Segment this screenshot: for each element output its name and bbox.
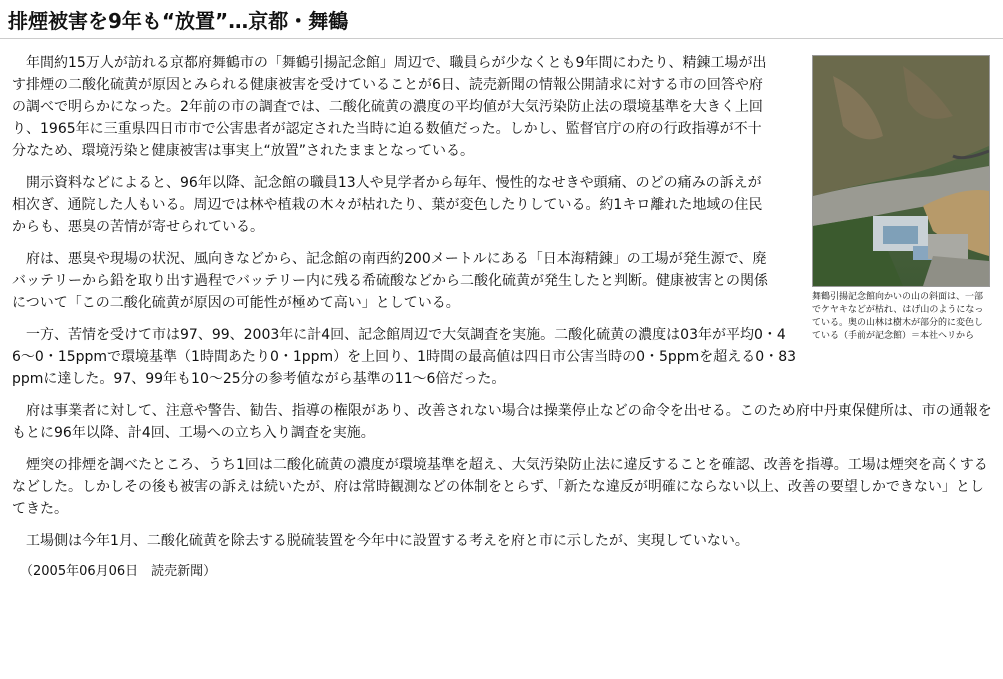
article-paragraph: 工場側は今年1月、二酸化硫黄を除去する脱硫装置を今年中に設置する考えを府と市に示したが、実現していない。 <box>26 533 749 549</box>
article-source-date: （2005年06月06日 読売新聞） <box>20 564 217 579</box>
article-paragraph: 開示資料などによると、96年以降、記念館の職員13人や見学者から毎年、慢性的なせきや頭痛、のどの痛みの訴えが相次ぎ、通院した人もいる。周辺では林や植栽の木々が枯れたり、葉が変色したりしている。約1キロ離れた地域の住民からも、悪臭の苦情が寄せられている。 <box>12 175 763 235</box>
article-body <box>12 52 992 582</box>
article-headline: 排煙被害を9年も“放置”…京都・舞鶴 <box>8 9 349 33</box>
article-paragraph: 一方、苦情を受けて市は97、99、2003年に計4回、記念館周辺で大気調査を実施。二酸化硫黄の濃度は03年が平均0・46〜0・15ppmで環境基準（1時間あたり0・1ppm）を上回り、1時間の最高値は四日市公害当時の0・5ppmを超える0・83ppmに達した。97、99年も10〜25分の参考値ながら基準の11〜6倍だった。 <box>12 327 797 387</box>
article-paragraph: 府は、悪臭や現場の状況、風向きなどから、記念館の南西約200メートルにある「日本海精錬」の工場が発生源で、廃バッテリーから鉛を取り出す過程でバッテリー内に残る希硫酸などから二酸化硫黄が発生したと判断。健康被害との関係について「この二酸化硫黄が原因の可能性が極めて高い」としている。 <box>12 251 768 311</box>
article-figure <box>812 55 992 343</box>
article-paragraph: 府は事業者に対して、注意や警告、勧告、指導の権限があり、改善されない場合は操業停止などの命令を出せる。このため府中丹東保健所は、市の通報をもとに96年以降、計4回、工場への立ち入り調査を実施。 <box>12 403 992 441</box>
article-paragraph: 年間約15万人が訪れる京都府舞鶴市の「舞鶴引揚記念館」周辺で、職員らが少なくとも9年間にわたり、精錬工場が出す排煙の二酸化硫黄が原因とみられる健康被害を受けていることが6日、読売新聞の情報公開請求に対する市の回答や府の調べで明らかになった。2年前の市の調査では、二酸化硫黄の濃度の平均値が大気汚染防止法の環境基準を大きく上回り、1965年に三重県四日市市で公害患者が認定された当時に迫る数値だった。しかし、監督官庁の府の行政指導が不十分なため、環境汚染と健康被害は事実上“放置”されたままとなっている。 <box>12 55 767 159</box>
article-paragraph: 煙突の排煙を調べたところ、うち1回は二酸化硫黄の濃度が環境基準を超え、大気汚染防止法に違反することを確認、改善を指導。工場は煙突を高くするなどした。しかしその後も被害の訴えは続いたが、府は常時観測などの体制をとらず、「新たな違反が明確にならない以上、改善の要望しかできない」としてきた。 <box>12 457 988 517</box>
photo-caption: 舞鶴引揚記念館向かいの山の斜面は、一部でケヤキなどが枯れ、はげ山のようになっている。奥の山林は樹木が部分的に変色している（手前が記念館）＝本社ヘリから <box>812 292 984 341</box>
aerial-photo <box>812 55 990 287</box>
headline-divider <box>0 38 1003 39</box>
